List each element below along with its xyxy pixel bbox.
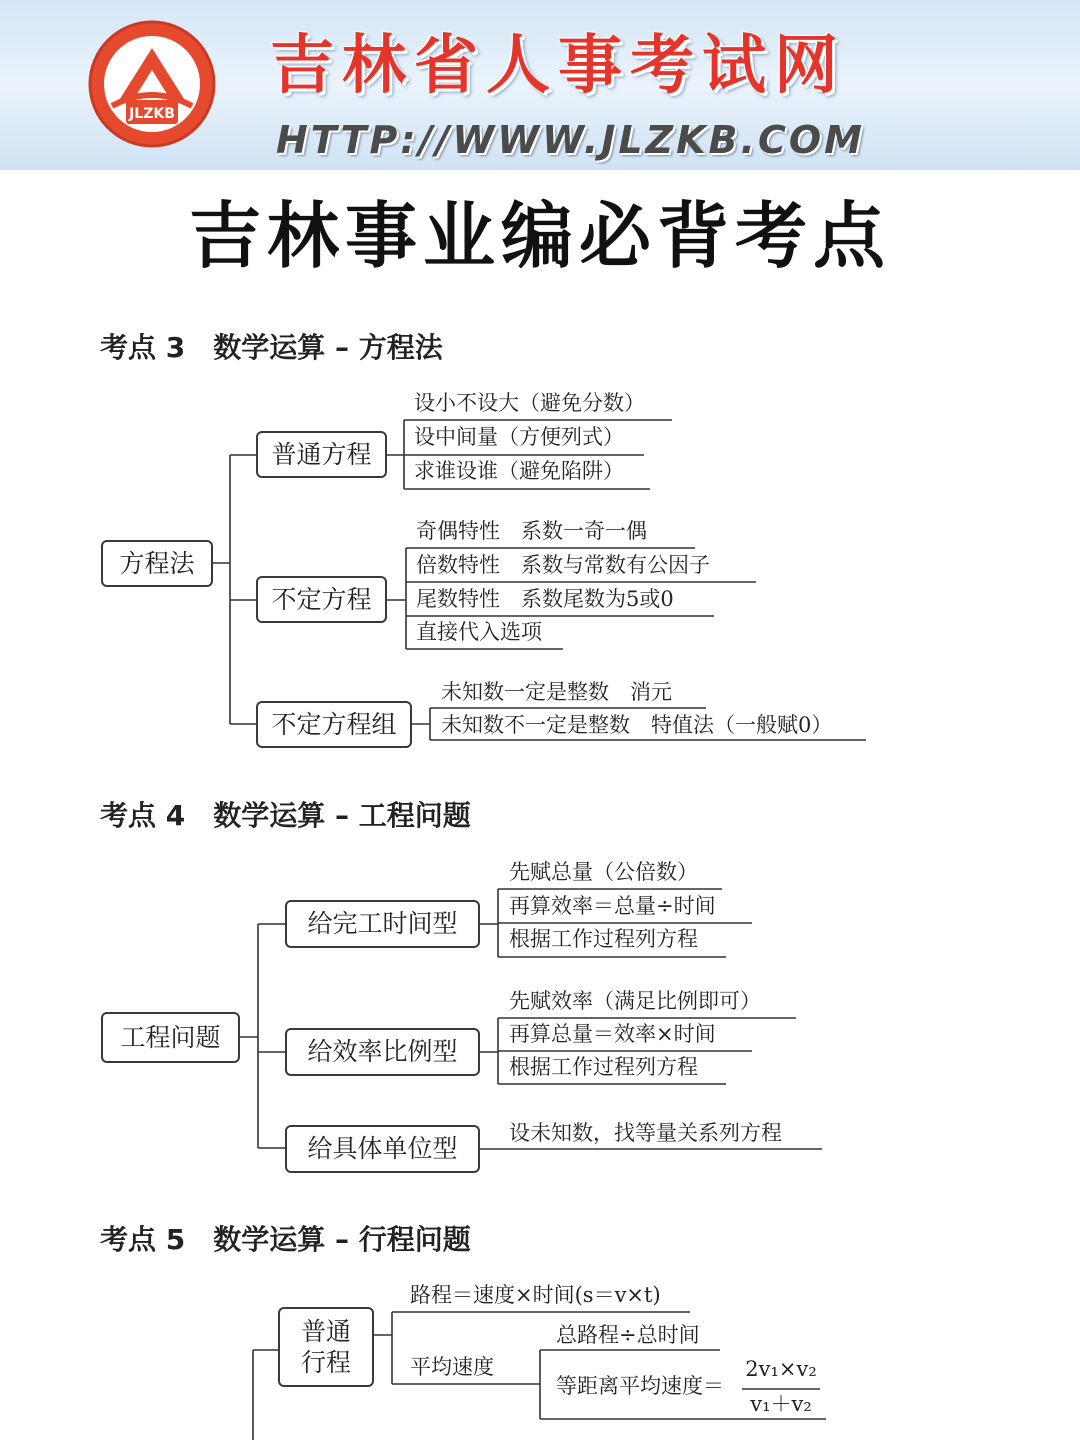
svg-text:JLZKB: JLZKB: [129, 106, 175, 122]
fraction-denominator: v₁＋v₂: [750, 1392, 812, 1416]
node-indeterminate-equation: 不定方程: [256, 576, 387, 623]
leaf-text: 平均速度: [410, 1355, 494, 1379]
site-title: 吉林省人事考试网: [270, 29, 846, 103]
node-engineering-problem: 工程问题: [101, 1012, 240, 1063]
leaf-text: 直接代入选项: [416, 620, 542, 644]
leaf-text: 求谁设谁（避免陷阱）: [414, 459, 624, 483]
leaf-text: 再算总量＝效率×时间: [509, 1022, 716, 1046]
leaf-text: 等距离平均速度＝: [556, 1374, 724, 1398]
node-specific-unit-type: 给具体单位型: [285, 1125, 480, 1173]
node-ordinary-equation: 普通方程: [256, 431, 387, 478]
leaf-text: 根据工作过程列方程: [509, 927, 698, 951]
leaf-text: 设中间量（方便列式）: [414, 425, 624, 449]
node-line: 行程: [300, 1348, 351, 1377]
fraction-numerator: 2v₁×v₂: [745, 1357, 817, 1381]
node-ordinary-travel: [278, 1307, 374, 1387]
leaf-text: 总路程÷总时间: [556, 1323, 700, 1347]
site-url: HTTP://WWW.JLZKB.COM: [276, 118, 865, 162]
leaf-text: 未知数不一定是整数 特值法（一般赋0）: [441, 713, 833, 737]
leaf-text: 先赋效率（满足比例即可）: [509, 989, 761, 1013]
node-indeterminate-system: 不定方程组: [256, 701, 412, 748]
leaf-text: 奇偶特性 系数一奇一偶: [416, 519, 647, 543]
node-efficiency-ratio-type: 给效率比例型: [285, 1028, 480, 1076]
section-3-title: 考点 3 数学运算 – 方程法: [100, 331, 443, 364]
leaf-text: 倍数特性 系数与常数有公因子: [416, 553, 710, 577]
page-title: 吉林事业编必背考点: [188, 194, 891, 278]
leaf-text: 路程＝速度×时间(s＝v×t): [410, 1283, 661, 1307]
leaf-text: 根据工作过程列方程: [509, 1055, 698, 1079]
section-5-title: 考点 5 数学运算 – 行程问题: [100, 1223, 471, 1256]
leaf-text: 先赋总量（公倍数）: [509, 860, 698, 884]
leaf-text: 再算效率＝总量÷时间: [509, 894, 716, 918]
node-completion-time-type: 给完工时间型: [285, 900, 480, 948]
node-line: 普通: [300, 1316, 351, 1346]
section-4-title: 考点 4 数学运算 – 工程问题: [100, 799, 471, 832]
leaf-text: 未知数一定是整数 消元: [441, 680, 672, 704]
leaf-text: 设小不设大（避免分数）: [414, 391, 645, 415]
leaf-text: 设未知数，找等量关系列方程: [509, 1121, 782, 1145]
node-equation-method: 方程法: [101, 540, 213, 587]
leaf-text: 尾数特性 系数尾数为5或0: [416, 587, 674, 611]
